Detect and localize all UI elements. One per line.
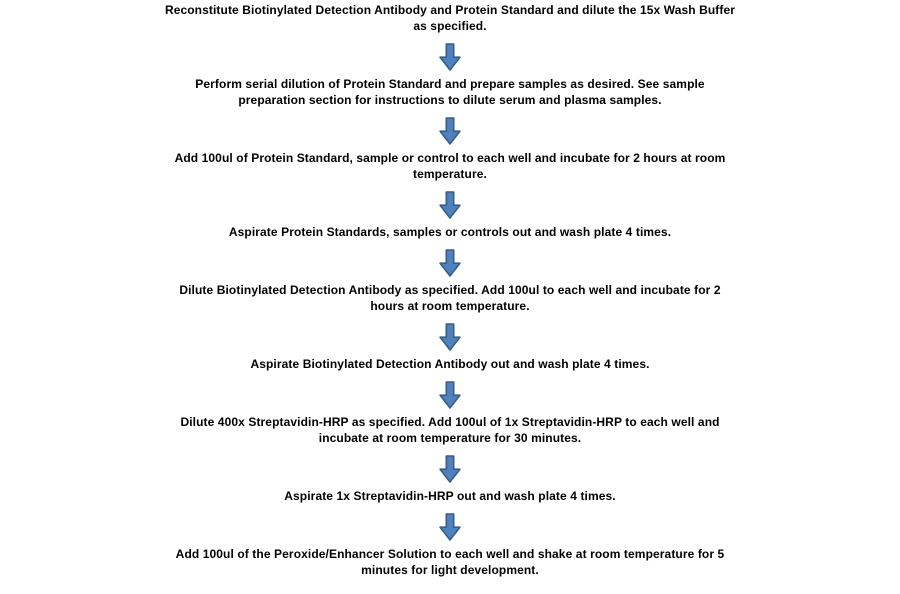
flow-step-9: Add 100ul of the Peroxide/Enhancer Solution to each well and shake at room temperature for 5 minutes for light development. xyxy=(175,547,725,577)
flow-step-5: Dilute Biotinylated Detection Antibody as specified. Add 100ul to each well and incubate for 2 hours at room temperature. xyxy=(179,283,721,313)
flow-step-1: Reconstitute Biotinylated Detection Antibody and Protein Standard and dilute the 15x Wash Buffer as specified. xyxy=(164,3,736,33)
flow-step-4: Aspirate Protein Standards, samples or controls out and wash plate 4 times. xyxy=(228,225,672,239)
down-arrow-icon xyxy=(439,513,461,541)
down-arrow-icon xyxy=(439,191,461,219)
down-arrow-icon xyxy=(439,381,461,409)
down-arrow-icon xyxy=(439,455,461,483)
flow-step-7: Dilute 400x Streptavidin-HRP as specified. Add 100ul of 1x Streptavidin-HRP to each well and incubate at room temperature for 30 minutes. xyxy=(180,415,720,445)
flow-step-2: Perform serial dilution of Protein Standard and prepare samples as desired. See sample preparation section for instructions to dilute serum and plasma samples. xyxy=(195,77,705,107)
down-arrow-icon xyxy=(439,43,461,71)
flow-step-3: Add 100ul of Protein Standard, sample or control to each well and incubate for 2 hours at room temperature. xyxy=(174,151,726,181)
down-arrow-icon xyxy=(439,323,461,351)
flow-step-8: Aspirate 1x Streptavidin-HRP out and wash plate 4 times. xyxy=(284,489,616,503)
flow-step-6: Aspirate Biotinylated Detection Antibody out and wash plate 4 times. xyxy=(250,357,650,371)
down-arrow-icon xyxy=(439,117,461,145)
down-arrow-icon xyxy=(439,249,461,277)
